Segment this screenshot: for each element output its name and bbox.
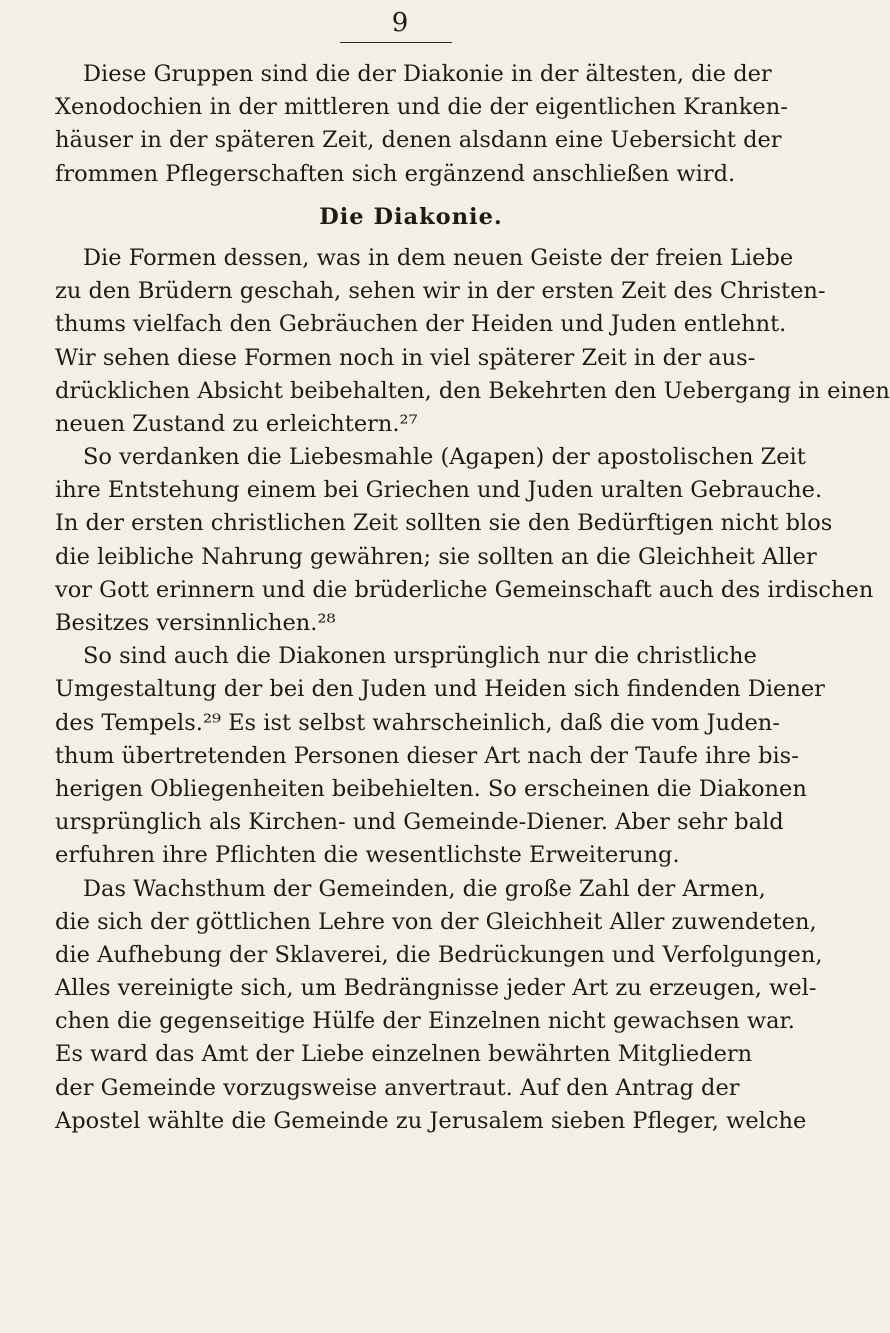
text-line: der Gemeinde vorzugsweise anvertraut. Auf den Antrag der (55, 1074, 740, 1101)
header-rule (340, 42, 452, 43)
text-line: häuser in der späteren Zeit, denen alsdann eine Uebersicht der (55, 127, 782, 154)
text-line: Es ward das Amt der Liebe einzelnen bewährten Mitgliedern (55, 1041, 753, 1068)
text-line: Xenodochien in der mittleren und die der eigentlichen Kranken- (55, 94, 788, 121)
text-line: chen die gegenseitige Hülfe der Einzelnen nicht gewachsen war. (55, 1008, 795, 1035)
text-line: neuen Zustand zu erleichtern.²⁷ (55, 410, 418, 437)
text-line: die Aufhebung der Sklaverei, die Bedrückungen und Verfolgungen, (55, 941, 823, 968)
section-heading: Die Diakonie. (319, 203, 503, 230)
text-line: Alles vereinigte sich, um Bedrängnisse jeder Art zu erzeugen, wel- (55, 975, 817, 1002)
text-line: ursprünglich als Kirchen- und Gemeinde-Diener. Aber sehr bald (55, 809, 784, 836)
text-line: drücklichen Absicht beibehalten, den Bekehrten den Uebergang in einen (55, 377, 890, 404)
body-text (55, 58, 890, 1138)
text-line: des Tempels.²⁹ Es ist selbst wahrscheinlich, daß die vom Juden- (55, 709, 780, 736)
text-line: die leibliche Nahrung gewähren; sie sollten an die Gleichheit Aller (55, 543, 817, 570)
text-line: So verdanken die Liebesmahle (Agapen) der apostolischen Zeit (83, 444, 806, 471)
text-line: frommen Pflegerschaften sich ergänzend anschließen wird. (55, 160, 736, 187)
text-line: Besitzes versinnlichen.²⁸ (55, 610, 336, 636)
text-line: Die Formen dessen, was in dem neuen Geiste der freien Liebe (83, 244, 794, 271)
text-line: In der ersten christlichen Zeit sollten sie den Bedürftigen nicht blos (55, 510, 833, 537)
text-line: Apostel wählte die Gemeinde zu Jerusalem sieben Pfleger, welche (55, 1107, 807, 1134)
text-line: thum übertretenden Personen dieser Art nach der Taufe ihre bis- (55, 742, 799, 769)
text-line: Wir sehen diese Formen noch in viel späterer Zeit in der aus- (55, 344, 756, 371)
text-line: ihre Entstehung einem bei Griechen und Juden uralten Gebrauche. (55, 477, 823, 504)
text-line: thums vielfach den Gebräuchen der Heiden und Juden entlehnt. (55, 311, 787, 338)
text-line: Das Wachsthum der Gemeinden, die große Zahl der Armen, (83, 875, 766, 902)
text-line: herigen Obliegenheiten beibehielten. So erscheinen die Diakonen (55, 775, 807, 802)
text-line: die sich der göttlichen Lehre von der Gleichheit Aller zuwendeten, (55, 908, 817, 935)
page-number: 9 (391, 8, 409, 38)
text-line: Diese Gruppen sind die der Diakonie in der ältesten, die der (83, 61, 772, 87)
text-line: vor Gott erinnern und die brüderliche Gemeinschaft auch des irdischen (55, 576, 874, 603)
text-line: erfuhren ihre Pflichten die wesentlichste Erweiterung. (55, 842, 680, 869)
text-line: Umgestaltung der bei den Juden und Heiden sich findenden Diener (55, 676, 825, 703)
text-line: zu den Brüdern geschah, sehen wir in der ersten Zeit des Christen- (55, 278, 826, 305)
text-line: So sind auch die Diakonen ursprünglich nur die christliche (83, 643, 757, 670)
